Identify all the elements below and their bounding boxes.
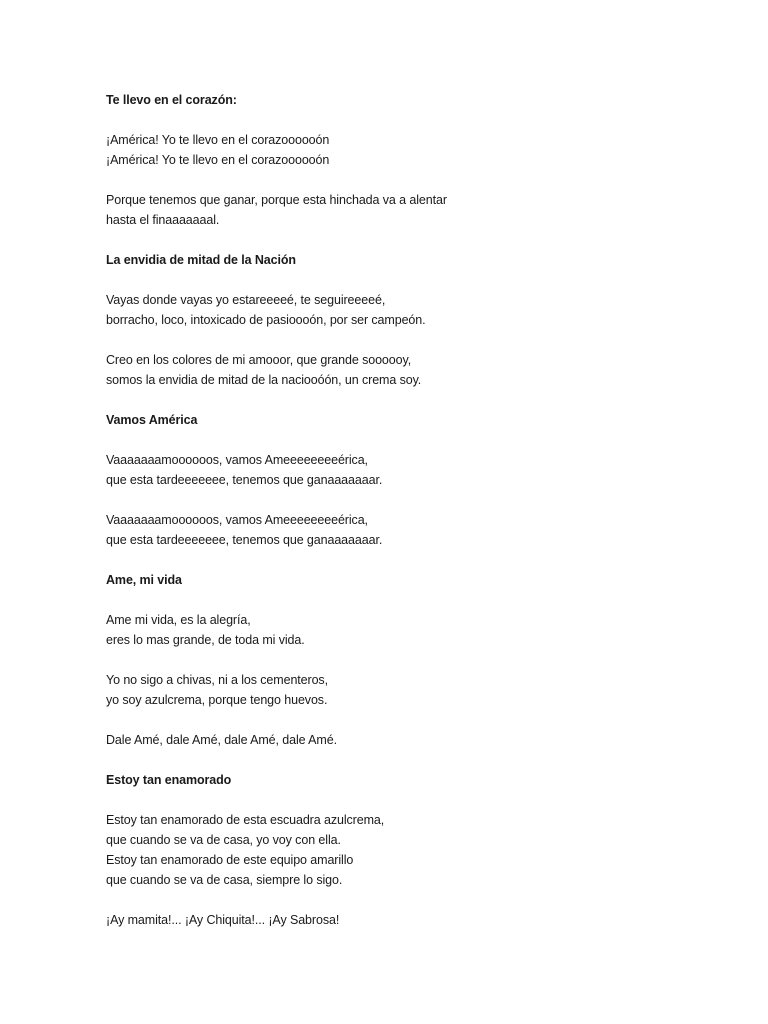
stanza	[106, 670, 706, 710]
lyric-line: que cuando se va de casa, yo voy con ella.	[106, 833, 341, 847]
stanza	[106, 190, 706, 230]
song-title: Vamos América	[106, 413, 198, 427]
lyric-line: Vayas donde vayas yo estareeeeé, te seguireeeeé,	[106, 293, 386, 307]
song-section	[106, 570, 706, 750]
lyric-line: Yo no sigo a chivas, ni a los cementeros,	[106, 673, 328, 687]
lyric-line: que esta tardeeeeeee, tenemos que ganaaaaaaar.	[106, 473, 383, 487]
lyric-line: que cuando se va de casa, siempre lo sigo.	[106, 873, 343, 887]
lyric-line: Ame mi vida, es la alegría,	[106, 613, 251, 627]
song-section	[106, 770, 706, 930]
song-title: Estoy tan enamorado	[106, 773, 232, 787]
lyric-line: ¡América! Yo te llevo en el corazoooooón	[106, 153, 330, 167]
lyric-line: somos la envidia de mitad de la naciooóón, un crema soy.	[106, 373, 422, 387]
lyric-line: Porque tenemos que ganar, porque esta hinchada va a alentar	[106, 193, 447, 207]
stanza	[106, 610, 706, 650]
song-title: Te llevo en el corazón:	[106, 93, 237, 107]
stanza	[106, 350, 706, 390]
lyric-line: yo soy azulcrema, porque tengo huevos.	[106, 693, 328, 707]
lyric-line: borracho, loco, intoxicado de pasioooón, por ser campeón.	[106, 313, 426, 327]
stanza	[106, 730, 706, 750]
lyric-line: Estoy tan enamorado de esta escuadra azulcrema,	[106, 813, 385, 827]
lyric-line: que esta tardeeeeeee, tenemos que ganaaaaaaar.	[106, 533, 383, 547]
stanza	[106, 510, 706, 550]
lyric-line: Vaaaaaaamoooooos, vamos Ameeeeeeeeérica,	[106, 513, 368, 527]
song-section	[106, 410, 706, 550]
lyric-line: hasta el finaaaaaaal.	[106, 213, 220, 227]
lyric-line: eres lo mas grande, de toda mi vida.	[106, 633, 305, 647]
song-title: La envidia de mitad de la Nación	[106, 253, 296, 267]
document-content	[106, 90, 706, 950]
stanza	[106, 810, 706, 890]
song-title: Ame, mi vida	[106, 573, 182, 587]
song-section	[106, 250, 706, 390]
stanza	[106, 910, 706, 930]
stanza	[106, 450, 706, 490]
lyric-line: Creo en los colores de mi amooor, que grande soooooy,	[106, 353, 412, 367]
lyric-line: Dale Amé, dale Amé, dale Amé, dale Amé.	[106, 733, 337, 747]
stanza	[106, 130, 706, 170]
song-section	[106, 90, 706, 230]
lyric-line: Estoy tan enamorado de este equipo amarillo	[106, 853, 354, 867]
lyric-line: Vaaaaaaamoooooos, vamos Ameeeeeeeeérica,	[106, 453, 368, 467]
stanza	[106, 290, 706, 330]
lyric-line: ¡Ay mamita!... ¡Ay Chiquita!... ¡Ay Sabrosa!	[106, 913, 340, 927]
lyric-line: ¡América! Yo te llevo en el corazoooooón	[106, 133, 330, 147]
